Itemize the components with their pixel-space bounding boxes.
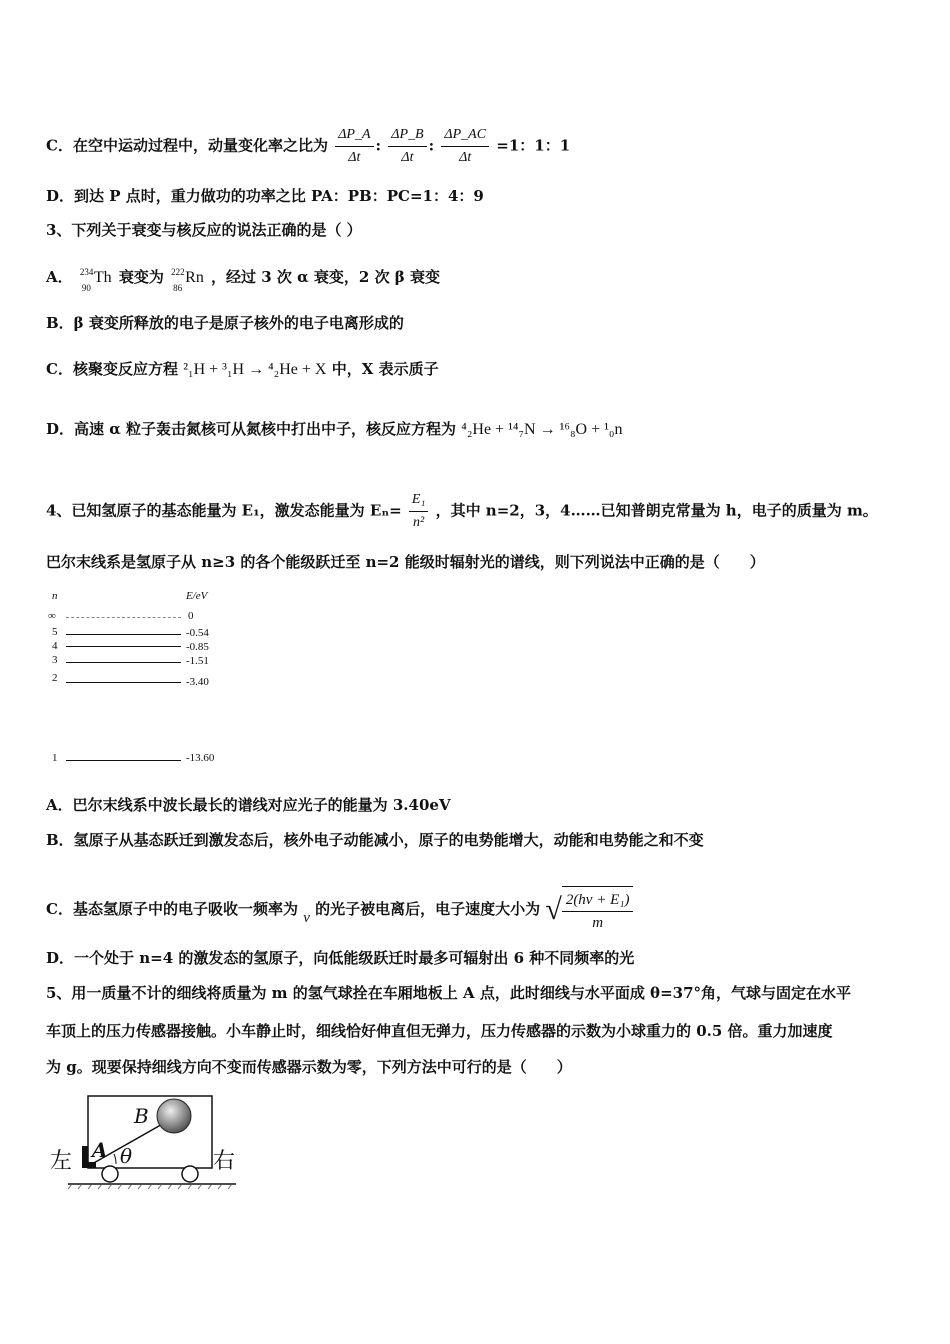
- ratio-fraction-c: $\frac{\Delta P\_AC}{\Delta t}$: [441, 124, 489, 169]
- ratio-fraction-a: $\frac{\Delta P\_A}{\Delta t}$: [335, 124, 373, 169]
- q4-option-d: D．一个处于 n=4 的激发态的氢原子，向低能级跃迁时最多可辐射出 6 种不同频率的光: [46, 949, 635, 967]
- radon-isotope: 222 86 Rn: [171, 267, 204, 293]
- left-wheel: [102, 1166, 118, 1182]
- q4-option-a: A．巴尔末线系中波长最长的谱线对应光子的能量为 3.40eV: [46, 796, 451, 814]
- q4-option-c: C．基态氢原子中的电子吸收一频率为 ν 的光子被电离后，电子速度大小为 √ $\frac{\text{2(hν + E₁)}}{m}$: [46, 886, 633, 934]
- energy-level-diagram: n E/eV ∞ 0 5 -0.54 4 -0.85 3 -1.51 2 -3.40 1 -13.60: [48, 590, 215, 764]
- q3-option-c: C．核聚变反应方程 ²₁H + ³₁H → ⁴₂He + X 中，X 表示质子: [46, 360, 439, 378]
- point-b-label: B: [134, 1104, 149, 1128]
- fusion-equation: ²₁H + ³₁H → ⁴₂He + X: [183, 361, 327, 378]
- level-line-3: [66, 662, 181, 663]
- q5-stem-line-3: 为 g。现要保持细线方向不变而传感器示数为零，下列方法中可行的是（ ）: [46, 1058, 572, 1076]
- thorium-isotope: 234 90 Th: [79, 267, 112, 293]
- ratio-fraction-b: $\frac{\Delta P\_B}{\Delta t}$: [388, 124, 426, 169]
- q3-stem: 3、下列关于衰变与核反应的说法正确的是（ ）: [46, 221, 362, 239]
- nuclear-reaction-equation: ⁴₂He + ¹⁴₇N → ¹⁶₈O + ¹₀n: [461, 421, 623, 438]
- cart-figure: [48, 1090, 248, 1190]
- balloon: [157, 1099, 191, 1133]
- q3-option-a: A． 234 90 Th 衰变为 222 86 Rn ，经过 3 次 α 衰变，2 次 β 衰变: [46, 267, 440, 293]
- q2-option-c: C．在空中运动过程中，动量变化率之比为 $\frac{\Delta P\_A}{\Delta t}$ : $\frac{\Delta P\_B}{\Delta t}$ : $\frac{\Delta P\_AC}{\Delta t}$ =1：1：1: [46, 124, 570, 169]
- energy-axis-label: E/eV: [186, 590, 208, 602]
- level-line-1: [66, 760, 181, 761]
- q5-stem-line-2: 车顶上的压力传感器接触。小车静止时，细线恰好伸直但无弹力，压力传感器的示数为小球重力的 0.5 倍。重力加速度: [46, 1022, 833, 1040]
- q4-option-b: B．氢原子从基态跃迁到激发态后，核外电子动能减小，原子的电势能增大，动能和电势能之和不变: [46, 831, 704, 849]
- n-axis-label: n: [52, 590, 58, 602]
- q4-stem-1: 4、已知氢原子的基态能量为 E₁，激发态能量为 Eₙ= $\frac{\text{E₁}}{\text{n²}}$ ，其中 n=2，3，4……已知普朗克常量为 h，电子的质量为 m。: [46, 489, 878, 534]
- velocity-sqrt: √ $\frac{\text{2(hν + E₁)}}{m}$: [545, 886, 633, 934]
- right-label: 右: [213, 1149, 236, 1174]
- theta-label: θ: [120, 1144, 133, 1168]
- q4-stem-2: 巴尔末线系是氢原子从 n≥3 的各个能级跃迁至 n=2 能级时辐射光的谱线，则下列说法中正确的是（ ）: [46, 553, 765, 571]
- q3-option-b: B．β 衰变所释放的电子是原子核外的电子电离形成的: [46, 314, 404, 332]
- q5-stem-line-1: 5、用一质量不计的细线将质量为 m 的氢气球拴在车厢地板上 A 点，此时细线与水平面成 θ=37°角，气球与固定在水平: [46, 984, 852, 1002]
- q3-option-d: D．高速 α 粒子轰击氮核可从氮核中打出中子，核反应方程为 ⁴₂He + ¹⁴₇N → ¹⁶₈O + ¹₀n: [46, 420, 623, 438]
- q2-option-d: D．到达 P 点时，重力做功的功率之比 PA：PB：PC=1：4：9: [46, 187, 484, 205]
- level-line-inf: [66, 617, 181, 618]
- level-line-2: [66, 682, 181, 683]
- level-line-4: [66, 646, 181, 647]
- left-label: 左: [50, 1149, 73, 1174]
- level-line-5: [66, 634, 181, 635]
- point-a-label: A: [92, 1138, 108, 1162]
- energy-fraction: $\frac{\text{E₁}}{\text{n²}}$: [409, 489, 428, 534]
- right-wheel: [182, 1166, 198, 1182]
